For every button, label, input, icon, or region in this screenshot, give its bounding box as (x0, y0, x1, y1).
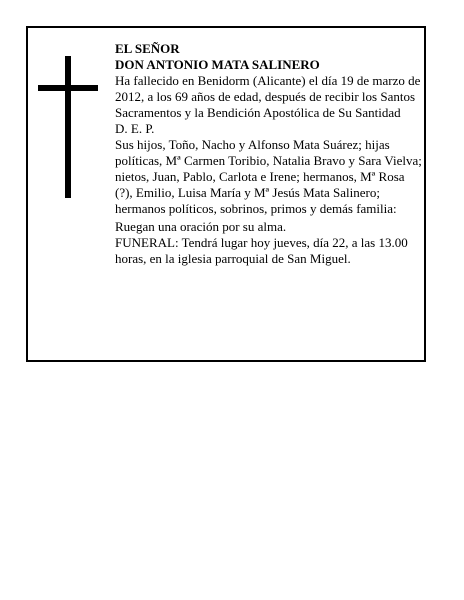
cross-horizontal-bar (38, 85, 98, 91)
notice-text-block (115, 41, 422, 267)
notice-rip: D. E. P. (115, 121, 155, 136)
notice-heading-title: EL SEÑOR (115, 41, 180, 56)
notice-funeral: FUNERAL: Tendrá lugar hoy jueves, día 22, a las 13.00 horas, en la iglesia parroquial de San Miguel. (115, 235, 408, 266)
notice-family: Sus hijos, Toño, Nacho y Alfonso Mata Suárez; hijas políticas, Mª Carmen Toribio, Natalia Bravo y Sara Vielva; nietos, Juan, Pablo, Carlota e Irene; hermanos, Mª Rosa (?), Emilio, Luisa María y Mª Jesús Mata Salinero; hermanos políticos, sobrinos, primos y demás familia: (115, 137, 422, 216)
notice-announcement: Ha fallecido en Benidorm (Alicante) el día 19 de marzo de 2012, a los 69 años de edad, después de recibir los Santos Sacramentos y la Bendición Apostólica de Su Santidad (115, 73, 421, 120)
cross-icon (38, 56, 98, 198)
cross-vertical-bar (65, 56, 71, 198)
notice-prayer-request: Ruegan una oración por su alma. (115, 219, 287, 234)
notice-heading-name: DON ANTONIO MATA SALINERO (115, 57, 320, 72)
obituary-notice (26, 26, 426, 362)
